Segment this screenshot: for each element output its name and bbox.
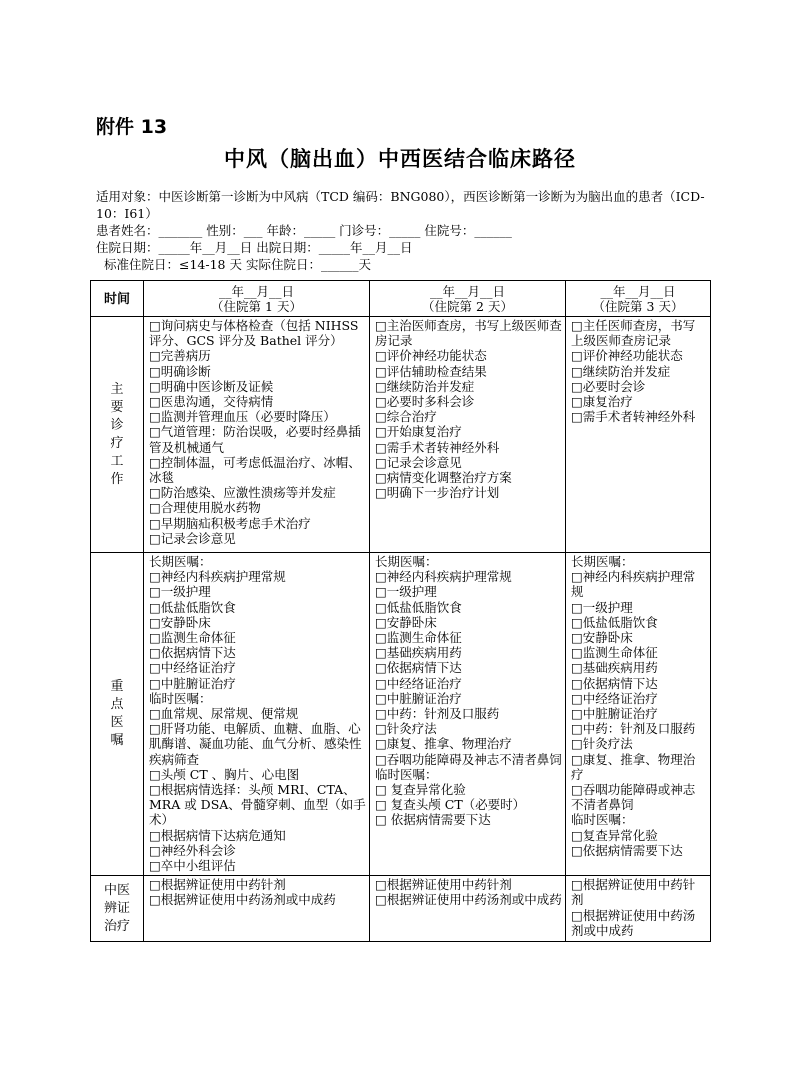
checklist-item: □吞咽功能障碍及神志不清者鼻饲 [375, 751, 562, 767]
checklist-item: □监测并管理血压（必要时降压） [149, 409, 336, 425]
row-label-tcm [91, 876, 144, 942]
checklist-item: □明确中医诊断及证候 [149, 378, 274, 394]
checklist-item: □评价神经功能状态 [571, 348, 683, 364]
patient-line: 患者姓名：_______ 性别：___ 年龄：_____ 门诊号：_____ 住院号：______ [96, 223, 512, 238]
checklist-item: □中经络证治疗 [571, 690, 658, 706]
checklist-item: □防治感染、应激性溃疡等并发症 [149, 485, 336, 501]
checklist-item: □根据病情下达病危通知 [149, 827, 286, 843]
tcm-day-1 [144, 876, 370, 942]
day-date: __年__月__日 [429, 283, 505, 299]
checklist-item: □根据辨证使用中药针剂 [149, 877, 286, 893]
tcm-row [91, 876, 711, 942]
checklist-item: □基础疾病用药 [375, 645, 462, 661]
checklist-item: 长期医嘱： [571, 554, 634, 569]
checklist-item: □复查异常化验 [571, 827, 658, 843]
row-label-char: 辨证 [103, 900, 130, 916]
checklist-item: □中脏腑证治疗 [375, 690, 462, 706]
checklist-item: □询问病史与体格检查（包括 NIHSS 评分、GCS 评分及 Bathel 评分） [149, 318, 359, 349]
checklist-item: □早期脑疝积极考虑手术治疗 [149, 515, 311, 531]
row-label-char: 治疗 [103, 918, 130, 934]
checklist-item: □主任医师查房，书写上级医师查房记录 [571, 318, 696, 349]
checklist-item: □一级护理 [571, 599, 633, 615]
checklist-item: □中药：针剂及口服药 [375, 706, 500, 722]
checklist-item: □根据病情选择：头颅 MRI、CTA、MRA 或 DSA、骨髓穿刺、血型（如手术） [149, 782, 366, 828]
checklist-item: □低盐低脂饮食 [149, 599, 236, 615]
checklist-item: □ 依据病情需要下达 [375, 812, 491, 828]
main-work-row [91, 317, 711, 553]
checklist-item: □中经络证治疗 [375, 675, 462, 691]
checklist-item: □康复治疗 [571, 394, 633, 410]
checklist-item: □监测生命体征 [149, 630, 236, 646]
checklist-item: □中经络证治疗 [149, 660, 236, 676]
checklist-item: □中药：针剂及口服药 [571, 721, 696, 737]
checklist-item: □明确诊断 [149, 363, 211, 379]
tcm-day-3 [566, 876, 711, 942]
checklist-item: □病情变化调整治疗方案 [375, 470, 512, 486]
checklist-item: □依据病情下达 [149, 645, 236, 661]
checklist-item: □开始康复治疗 [375, 424, 462, 440]
day-number: （住院第 2 天） [422, 298, 513, 314]
checklist-item: □评价神经功能状态 [375, 348, 487, 364]
checklist-item: □基础疾病用药 [571, 660, 658, 676]
row-label-char: 点 [110, 697, 124, 713]
document-title: 中风（脑出血）中西医结合临床路径 [224, 147, 576, 171]
orders-day-3 [566, 553, 711, 876]
header-row [91, 281, 711, 317]
checklist-item: □神经内科疾病护理常规 [375, 569, 512, 585]
checklist-item: □记录会诊意见 [375, 454, 462, 470]
main-work-day-3 [566, 317, 711, 553]
checklist-item: □监测生命体征 [571, 645, 658, 661]
patient-info [96, 188, 708, 273]
checklist-item: □监测生命体征 [375, 630, 462, 646]
checklist-item: □吞咽功能障碍或神志不清者鼻饲 [571, 782, 696, 813]
row-label-char: 工 [110, 453, 124, 469]
row-label-char: 要 [110, 399, 124, 415]
checklist-item: □明确下一步治疗计划 [375, 485, 500, 501]
checklist-item: □卒中小组评估 [149, 858, 236, 874]
checklist-item: □中脏腑证治疗 [571, 706, 658, 722]
checklist-item: □根据辨证使用中药针剂 [571, 877, 696, 908]
checklist-item: 长期医嘱： [375, 554, 438, 569]
checklist-item: □针灸疗法 [571, 736, 633, 752]
checklist-item: □康复、推拿、物理治疗 [571, 751, 696, 782]
checklist-item: □一级护理 [375, 584, 437, 600]
checklist-item: □肝肾功能、电解质、血糖、血脂、心肌酶谱、凝血功能、血气分析、感染性疾病筛查 [149, 721, 362, 767]
checklist-item: □记录会诊意见 [149, 530, 236, 546]
checklist-item: □必要时多科会诊 [375, 394, 475, 410]
row-label-char: 作 [110, 471, 124, 487]
checklist-item: □一级护理 [149, 584, 211, 600]
checklist-item: □依据病情需要下达 [571, 842, 683, 858]
checklist-item: □需手术者转神经外科 [571, 409, 696, 425]
day-header-2 [370, 281, 566, 317]
checklist-item: □血常规、尿常规、便常规 [149, 706, 299, 722]
checklist-item: □ 复查头颅 CT（必要时） [375, 797, 526, 813]
day-number: （住院第 1 天） [211, 298, 302, 314]
annex-label: 附件 13 [96, 116, 168, 138]
checklist-item: □控制体温，可考虑低温治疗、冰帽、冰毯 [149, 454, 361, 486]
checklist-item: □根据辨证使用中药针剂 [375, 877, 512, 893]
checklist-item: □综合治疗 [375, 409, 437, 425]
checklist-item: 长期医嘱： [149, 554, 212, 569]
checklist-item: □继续防治并发症 [571, 363, 671, 379]
row-label-char: 疗 [110, 435, 124, 451]
day-date: __年__月__日 [218, 283, 294, 299]
checklist-item: 临时医嘱： [375, 766, 438, 782]
main-work-day-1 [144, 317, 370, 553]
checklist-item: □依据病情下达 [375, 660, 462, 676]
dates-line: 住院日期：_____年__月__日 出院日期：_____年__月__日 [96, 240, 413, 255]
orders-row [91, 553, 711, 876]
checklist-item: □针灸疗法 [375, 721, 437, 737]
checklist-item: □安静卧床 [571, 630, 633, 646]
checklist-item: □评估辅助检查结果 [375, 363, 487, 379]
checklist-item: □继续防治并发症 [375, 378, 475, 394]
row-label-main-work [91, 317, 144, 553]
checklist-item: □主治医师查房，书写上级医师查房记录 [375, 318, 562, 349]
checklist-item: □完善病历 [149, 348, 211, 364]
time-header-cell [91, 281, 144, 317]
time-header: 时间 [103, 291, 130, 307]
checklist-item: □低盐低脂饮食 [375, 599, 462, 615]
day-header-3 [566, 281, 711, 317]
checklist-item: □安静卧床 [149, 614, 211, 630]
checklist-item: □根据辨证使用中药汤剂或中成药 [571, 907, 696, 938]
main-work-day-2 [370, 317, 566, 553]
day-date: __年__月__日 [600, 283, 676, 299]
checklist-item: □神经外科会诊 [149, 842, 236, 858]
checklist-item: □安静卧床 [375, 614, 437, 630]
row-label-char: 嘱 [110, 733, 124, 749]
orders-day-2 [370, 553, 566, 876]
checklist-item: □低盐低脂饮食 [571, 614, 658, 630]
row-label-char: 主 [110, 381, 124, 397]
checklist-item: □康复、推拿、物理治疗 [375, 736, 512, 752]
day-number: （住院第 3 天） [592, 298, 684, 314]
checklist-item: □中脏腑证治疗 [149, 675, 236, 691]
checklist-item: □神经内科疾病护理常规 [571, 569, 696, 600]
row-label-orders [91, 553, 144, 876]
checklist-item: □根据辨证使用中药汤剂或中成药 [375, 892, 562, 908]
checklist-item: □依据病情下达 [571, 675, 658, 691]
tcm-day-2 [370, 876, 566, 942]
scope-text: 适用对象：中医诊断第一诊断为中风病（TCD 编码：BNG080），西医诊断第一诊断为为脑出血的患者（ICD-10：I61） [96, 189, 705, 221]
checklist-item: □根据辨证使用中药汤剂或中成药 [149, 892, 336, 908]
row-label-char: 医 [110, 715, 124, 731]
row-label-char: 中医 [103, 882, 130, 898]
checklist-item: □神经内科疾病护理常规 [149, 569, 286, 585]
clinical-pathway-table [90, 280, 711, 942]
checklist-item: □必要时会诊 [571, 378, 646, 394]
checklist-item: □需手术者转神经外科 [375, 439, 500, 455]
checklist-item: 临时医嘱： [571, 812, 634, 828]
orders-day-1 [144, 553, 370, 876]
checklist-item: □气道管理：防治误吸，必要时经鼻插管及机械通气 [149, 424, 361, 455]
checklist-item: 临时医嘱： [149, 690, 212, 706]
row-label-char: 诊 [110, 417, 124, 433]
stay-line: 标准住院日：≤14-18 天 实际住院日：______天 [104, 257, 371, 272]
row-label-char: 重 [110, 679, 124, 695]
checklist-item: □头颅 CT 、胸片、心电图 [149, 766, 300, 782]
checklist-item: □ 复查异常化验 [375, 782, 466, 798]
checklist-item: □医患沟通，交待病情 [149, 394, 274, 410]
day-header-1 [144, 281, 370, 317]
checklist-item: □合理使用脱水药物 [149, 500, 261, 516]
